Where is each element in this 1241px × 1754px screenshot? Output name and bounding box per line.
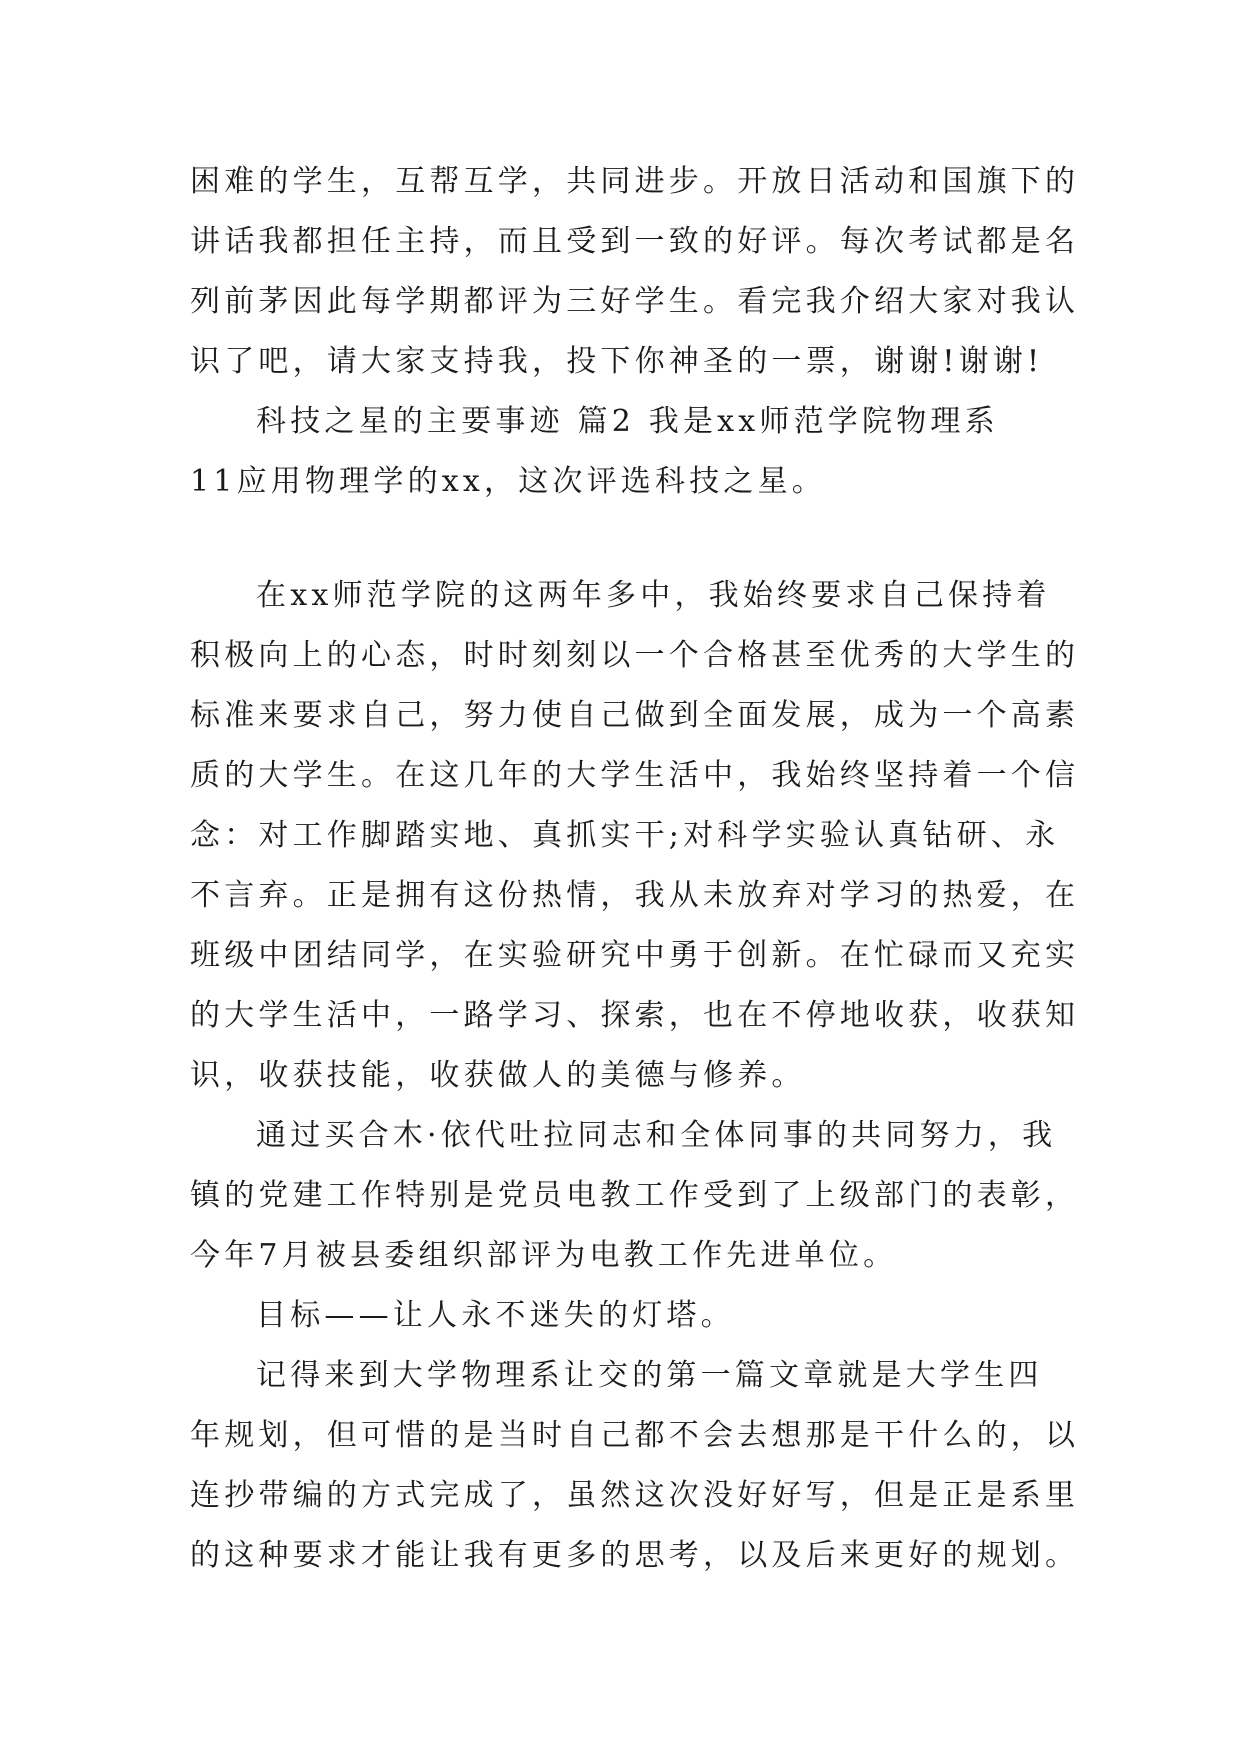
text-line: 不言弃。正是拥有这份热情，我从未放弃对学习的热爱，在	[190, 878, 1080, 913]
paragraph-start: 记得来到大学物理系让交的第一篇文章就是大学生四	[256, 1358, 1043, 1393]
paragraph-start: 通过买合木·依代吐拉同志和全体同事的共同努力，我	[256, 1118, 1057, 1153]
text-line: 镇的党建工作特别是党员电教工作受到了上级部门的表彰，	[190, 1178, 1080, 1213]
section-heading-line: 科技之星的主要事迹 篇2 我是xx师范学院物理系	[256, 404, 999, 439]
text-line: 识了吧，请大家支持我，投下你神圣的一票，谢谢!谢谢!	[190, 344, 1044, 379]
paragraph-start: 目标——让人永不迷失的灯塔。	[256, 1298, 735, 1333]
text-line: 的这种要求才能让我有更多的思考，以及后来更好的规划。	[190, 1538, 1080, 1573]
text-line: 班级中团结同学，在实验研究中勇于创新。在忙碌而又充实	[190, 938, 1080, 973]
text-line: 积极向上的心态，时时刻刻以一个合格甚至优秀的大学生的	[190, 638, 1080, 673]
text-line: 列前茅因此每学期都评为三好学生。看完我介绍大家对我认	[190, 284, 1080, 319]
text-line: 识，收获技能，收获做人的美德与修养。	[190, 1058, 806, 1093]
text-line: 念：对工作脚踏实地、真抓实干;对科学实验认真钻研、永	[190, 818, 1060, 853]
text-line: 今年7月被县委组织部评为电教工作先进单位。	[190, 1238, 898, 1273]
text-line: 困难的学生，互帮互学，共同进步。开放日活动和国旗下的	[190, 164, 1080, 199]
text-line: 连抄带编的方式完成了，虽然这次没好好写，但是正是系里	[190, 1478, 1080, 1513]
text-line: 的大学生活中，一路学习、探索，也在不停地收获，收获知	[190, 998, 1080, 1033]
paragraph-start: 在xx师范学院的这两年多中，我始终要求自己保持着	[256, 578, 1051, 613]
text-line: 年规划，但可惜的是当时自己都不会去想那是干什么的，以	[190, 1418, 1080, 1453]
text-line: 标准来要求自己，努力使自己做到全面发展，成为一个高素	[190, 698, 1080, 733]
text-line: 质的大学生。在这几年的大学生活中，我始终坚持着一个信	[190, 758, 1080, 793]
text-line: 11应用物理学的xx，这次评选科技之星。	[190, 464, 827, 499]
text-line: 讲话我都担任主持，而且受到一致的好评。每次考试都是名	[190, 224, 1080, 259]
